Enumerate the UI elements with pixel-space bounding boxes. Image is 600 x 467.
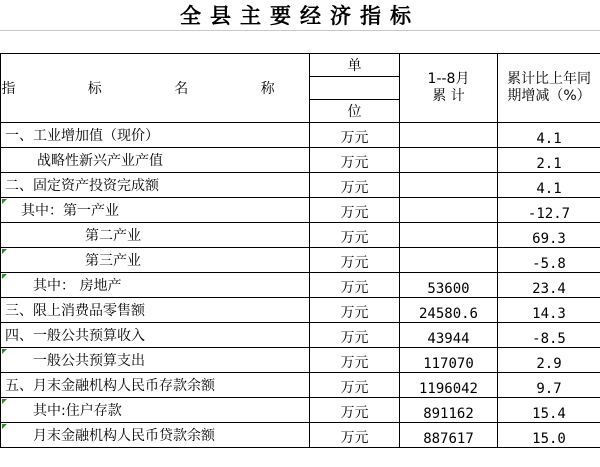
row-unit: 万元: [310, 173, 400, 198]
table-row: [1, 373, 600, 398]
divider: [0, 30, 600, 31]
cell-marker-icon: [2, 399, 7, 404]
row-value: [400, 173, 498, 198]
row-label: 其中： 房地产: [33, 278, 122, 294]
row-pct: 15.0: [498, 423, 600, 448]
cell-marker-icon: [2, 249, 7, 254]
table-row: [1, 423, 600, 448]
header-name: 指 标 名 称: [1, 54, 310, 123]
header-period-line2: 累 计: [432, 88, 465, 104]
row-pct: 23.4: [498, 273, 600, 298]
row-value: 117070: [400, 348, 498, 373]
table-row: [1, 123, 600, 148]
row-label: 一般公共预算支出: [33, 353, 145, 369]
row-label: 一、工业增加值（现价）: [5, 128, 159, 144]
table-row: [1, 248, 600, 273]
row-value: 891162: [400, 398, 498, 423]
header-growth-line2: 期增减（%）: [507, 88, 591, 104]
table-row: [1, 173, 600, 198]
row-pct: -8.5: [498, 323, 600, 348]
row-pct: 4.1: [498, 123, 600, 148]
row-label: 第三产业: [85, 253, 141, 269]
row-unit: 万元: [310, 273, 400, 298]
row-label: 其中：第一产业: [21, 203, 119, 219]
row-label: 第二产业: [85, 228, 141, 244]
header-growth-line1: 累计比上年同: [507, 71, 591, 87]
table-row: [1, 148, 600, 173]
row-pct: 2.1: [498, 148, 600, 173]
header-unit-mid: [310, 77, 400, 100]
row-unit: 万元: [310, 148, 400, 173]
row-value: [400, 148, 498, 173]
table-row: [1, 348, 600, 373]
row-value: 887617: [400, 423, 498, 448]
row-pct: 2.9: [498, 348, 600, 373]
row-unit: 万元: [310, 123, 400, 148]
table-row: [1, 273, 600, 298]
row-pct: 15.4: [498, 398, 600, 423]
table-row: [1, 198, 600, 223]
header-growth: [498, 54, 600, 123]
row-unit: 万元: [310, 223, 400, 248]
row-unit: 万元: [310, 373, 400, 398]
row-value: [400, 223, 498, 248]
cell-marker-icon: [2, 274, 7, 279]
table-row: [1, 223, 600, 248]
cell-marker-icon: [2, 199, 7, 204]
row-pct: 4.1: [498, 173, 600, 198]
row-pct: -12.7: [498, 198, 600, 223]
row-unit: 万元: [310, 198, 400, 223]
table-row: [1, 323, 600, 348]
row-pct: 14.3: [498, 298, 600, 323]
row-label: 五、月末金融机构人民币存款余额: [5, 378, 215, 394]
table-row: [1, 298, 600, 323]
row-label: 月末金融机构人民币贷款余额: [33, 428, 215, 444]
header-period: [400, 54, 498, 123]
row-label: 三、限上消费品零售额: [5, 303, 145, 319]
indicator-table: [0, 53, 600, 448]
table-row: [1, 398, 600, 423]
row-value: [400, 123, 498, 148]
row-label: 二、固定资产投资完成额: [5, 178, 159, 194]
row-unit: 万元: [310, 323, 400, 348]
cell-marker-icon: [2, 349, 7, 354]
row-value: [400, 248, 498, 273]
row-unit: 万元: [310, 348, 400, 373]
row-unit: 万元: [310, 248, 400, 273]
header-period-line1: 1--8月: [427, 71, 470, 87]
page-title: 全县主要经济指标: [180, 4, 420, 28]
header-row: [1, 54, 600, 77]
row-pct: -5.8: [498, 248, 600, 273]
row-unit: 万元: [310, 398, 400, 423]
row-value: 53600: [400, 273, 498, 298]
row-pct: 69.3: [498, 223, 600, 248]
row-pct: 9.7: [498, 373, 600, 398]
row-value: 24580.6: [400, 298, 498, 323]
row-value: 1196042: [400, 373, 498, 398]
header-unit-top: 单: [310, 54, 400, 77]
header-unit-bottom: 位: [310, 100, 400, 123]
row-label: 四、一般公共预算收入: [5, 328, 145, 344]
row-value: [400, 198, 498, 223]
row-value: 43944: [400, 323, 498, 348]
row-label: 其中:住户存款: [33, 403, 122, 419]
row-unit: 万元: [310, 298, 400, 323]
row-label: 战略性新兴产业产值: [37, 153, 163, 169]
cell-marker-icon: [2, 424, 7, 429]
row-unit: 万元: [310, 423, 400, 448]
